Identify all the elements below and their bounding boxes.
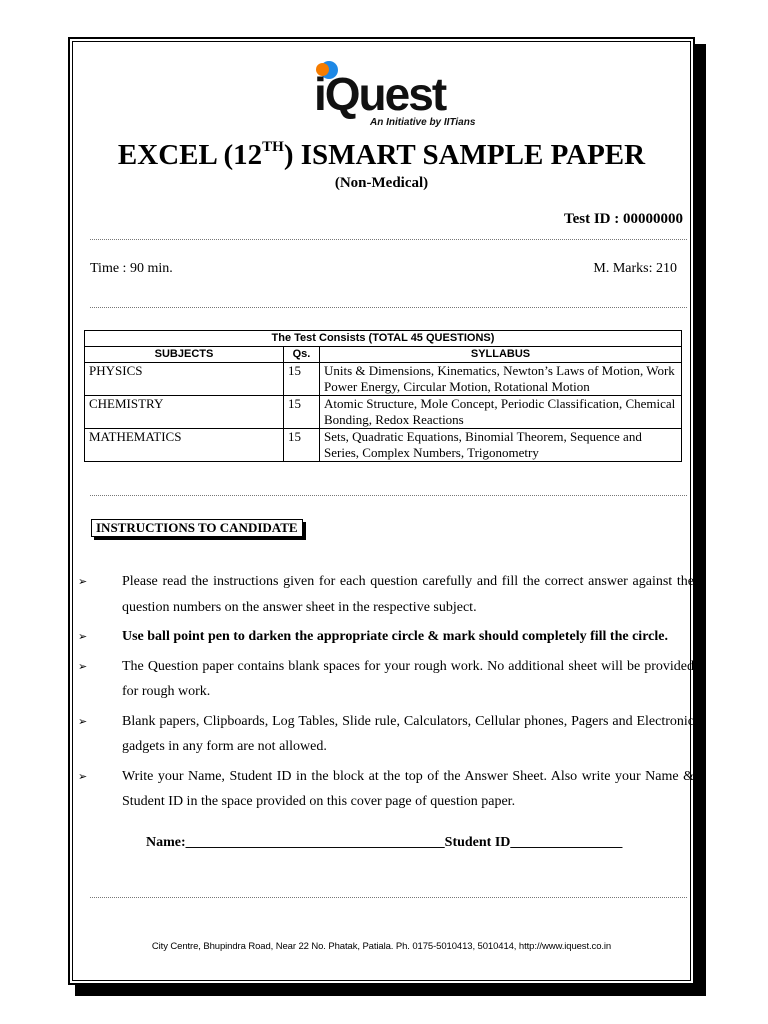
qs-cell: 15 bbox=[284, 363, 320, 396]
test-id: Test ID : 00000000 bbox=[563, 211, 683, 227]
list-item: ➢ The Question paper contains blank spaces for your rough work. No additional sheet will be provided for rough work. bbox=[78, 654, 694, 705]
qs-cell: 15 bbox=[284, 396, 320, 429]
list-item: ➢ Please read the instructions given for each question carefully and fill the correct answer against the question numbers on the answer sheet in the respective subject. bbox=[78, 569, 694, 620]
list-item: ➢ Use ball point pen to darken the appropriate circle & mark should completely fill the circle. bbox=[78, 624, 694, 650]
name-label: Name:_____________________________________ bbox=[146, 835, 445, 850]
divider bbox=[90, 307, 687, 308]
arrow-bullet-icon: ➢ bbox=[78, 630, 88, 643]
syllabus-cell: Units & Dimensions, Kinematics, Newton’s Laws of Motion, Work Power Energy, Circular Motion, Rotational Motion bbox=[320, 363, 682, 396]
arrow-bullet-icon: ➢ bbox=[78, 575, 88, 588]
logo-wordmark: iQuest bbox=[314, 68, 446, 120]
logo-tagline: An Initiative by IITians bbox=[370, 117, 476, 128]
paper-subtitle: (Non-Medical) bbox=[334, 175, 429, 191]
paper-title: EXCEL (12TH) ISMART SAMPLE PAPER bbox=[117, 139, 646, 171]
table-row bbox=[85, 429, 682, 462]
arrow-bullet-icon: ➢ bbox=[78, 659, 88, 673]
arrow-bullet-icon: ➢ bbox=[78, 714, 88, 728]
divider bbox=[90, 239, 687, 240]
list-item: ➢ Write your Name, Student ID in the block at the top of the Answer Sheet. Also write your Name & Student ID in the space provided on this cover page of question paper. bbox=[78, 764, 694, 815]
document-page bbox=[68, 37, 695, 985]
time-duration: Time : 90 min. bbox=[90, 261, 173, 276]
instructions-heading: INSTRUCTIONS TO CANDIDATE bbox=[91, 519, 303, 537]
header-syllabus: SYLLABUS bbox=[320, 347, 682, 363]
subject-cell: PHYSICS bbox=[85, 363, 284, 396]
syllabus-cell: Sets, Quadratic Equations, Binomial Theorem, Sequence and Series, Complex Numbers, Trigonometry bbox=[320, 429, 682, 462]
list-item: ➢ Blank papers, Clipboards, Log Tables, Slide rule, Calculators, Cellular phones, Pagers and Electronic gadgets in any form are not allowed. bbox=[78, 709, 694, 760]
iquest-logo bbox=[310, 57, 490, 129]
syllabus-table bbox=[84, 330, 682, 462]
table-row bbox=[85, 363, 682, 396]
divider bbox=[90, 897, 687, 898]
subject-cell: MATHEMATICS bbox=[85, 429, 284, 462]
arrow-bullet-icon: ➢ bbox=[78, 769, 88, 783]
student-id-label: Student ID________________ bbox=[444, 835, 623, 850]
name-student-id-field[interactable] bbox=[146, 835, 622, 851]
syllabus-cell: Atomic Structure, Mole Concept, Periodic Classification, Chemical Bonding, Redox Reactions bbox=[320, 396, 682, 429]
header-subjects: SUBJECTS bbox=[85, 347, 284, 363]
table-row bbox=[85, 396, 682, 429]
max-marks: M. Marks: 210 bbox=[593, 261, 677, 276]
qs-cell: 15 bbox=[284, 429, 320, 462]
instructions-list bbox=[78, 569, 694, 819]
table-caption: The Test Consists (TOTAL 45 QUESTIONS) bbox=[85, 331, 682, 347]
footer-address: City Centre, Bhupindra Road, Near 22 No. Phatak, Patiala. Ph. 0175-5010413, 5010414, http://www.iquest.co.in bbox=[151, 941, 612, 952]
divider bbox=[90, 495, 687, 496]
subject-cell: CHEMISTRY bbox=[85, 396, 284, 429]
header-qs: Qs. bbox=[284, 347, 320, 363]
